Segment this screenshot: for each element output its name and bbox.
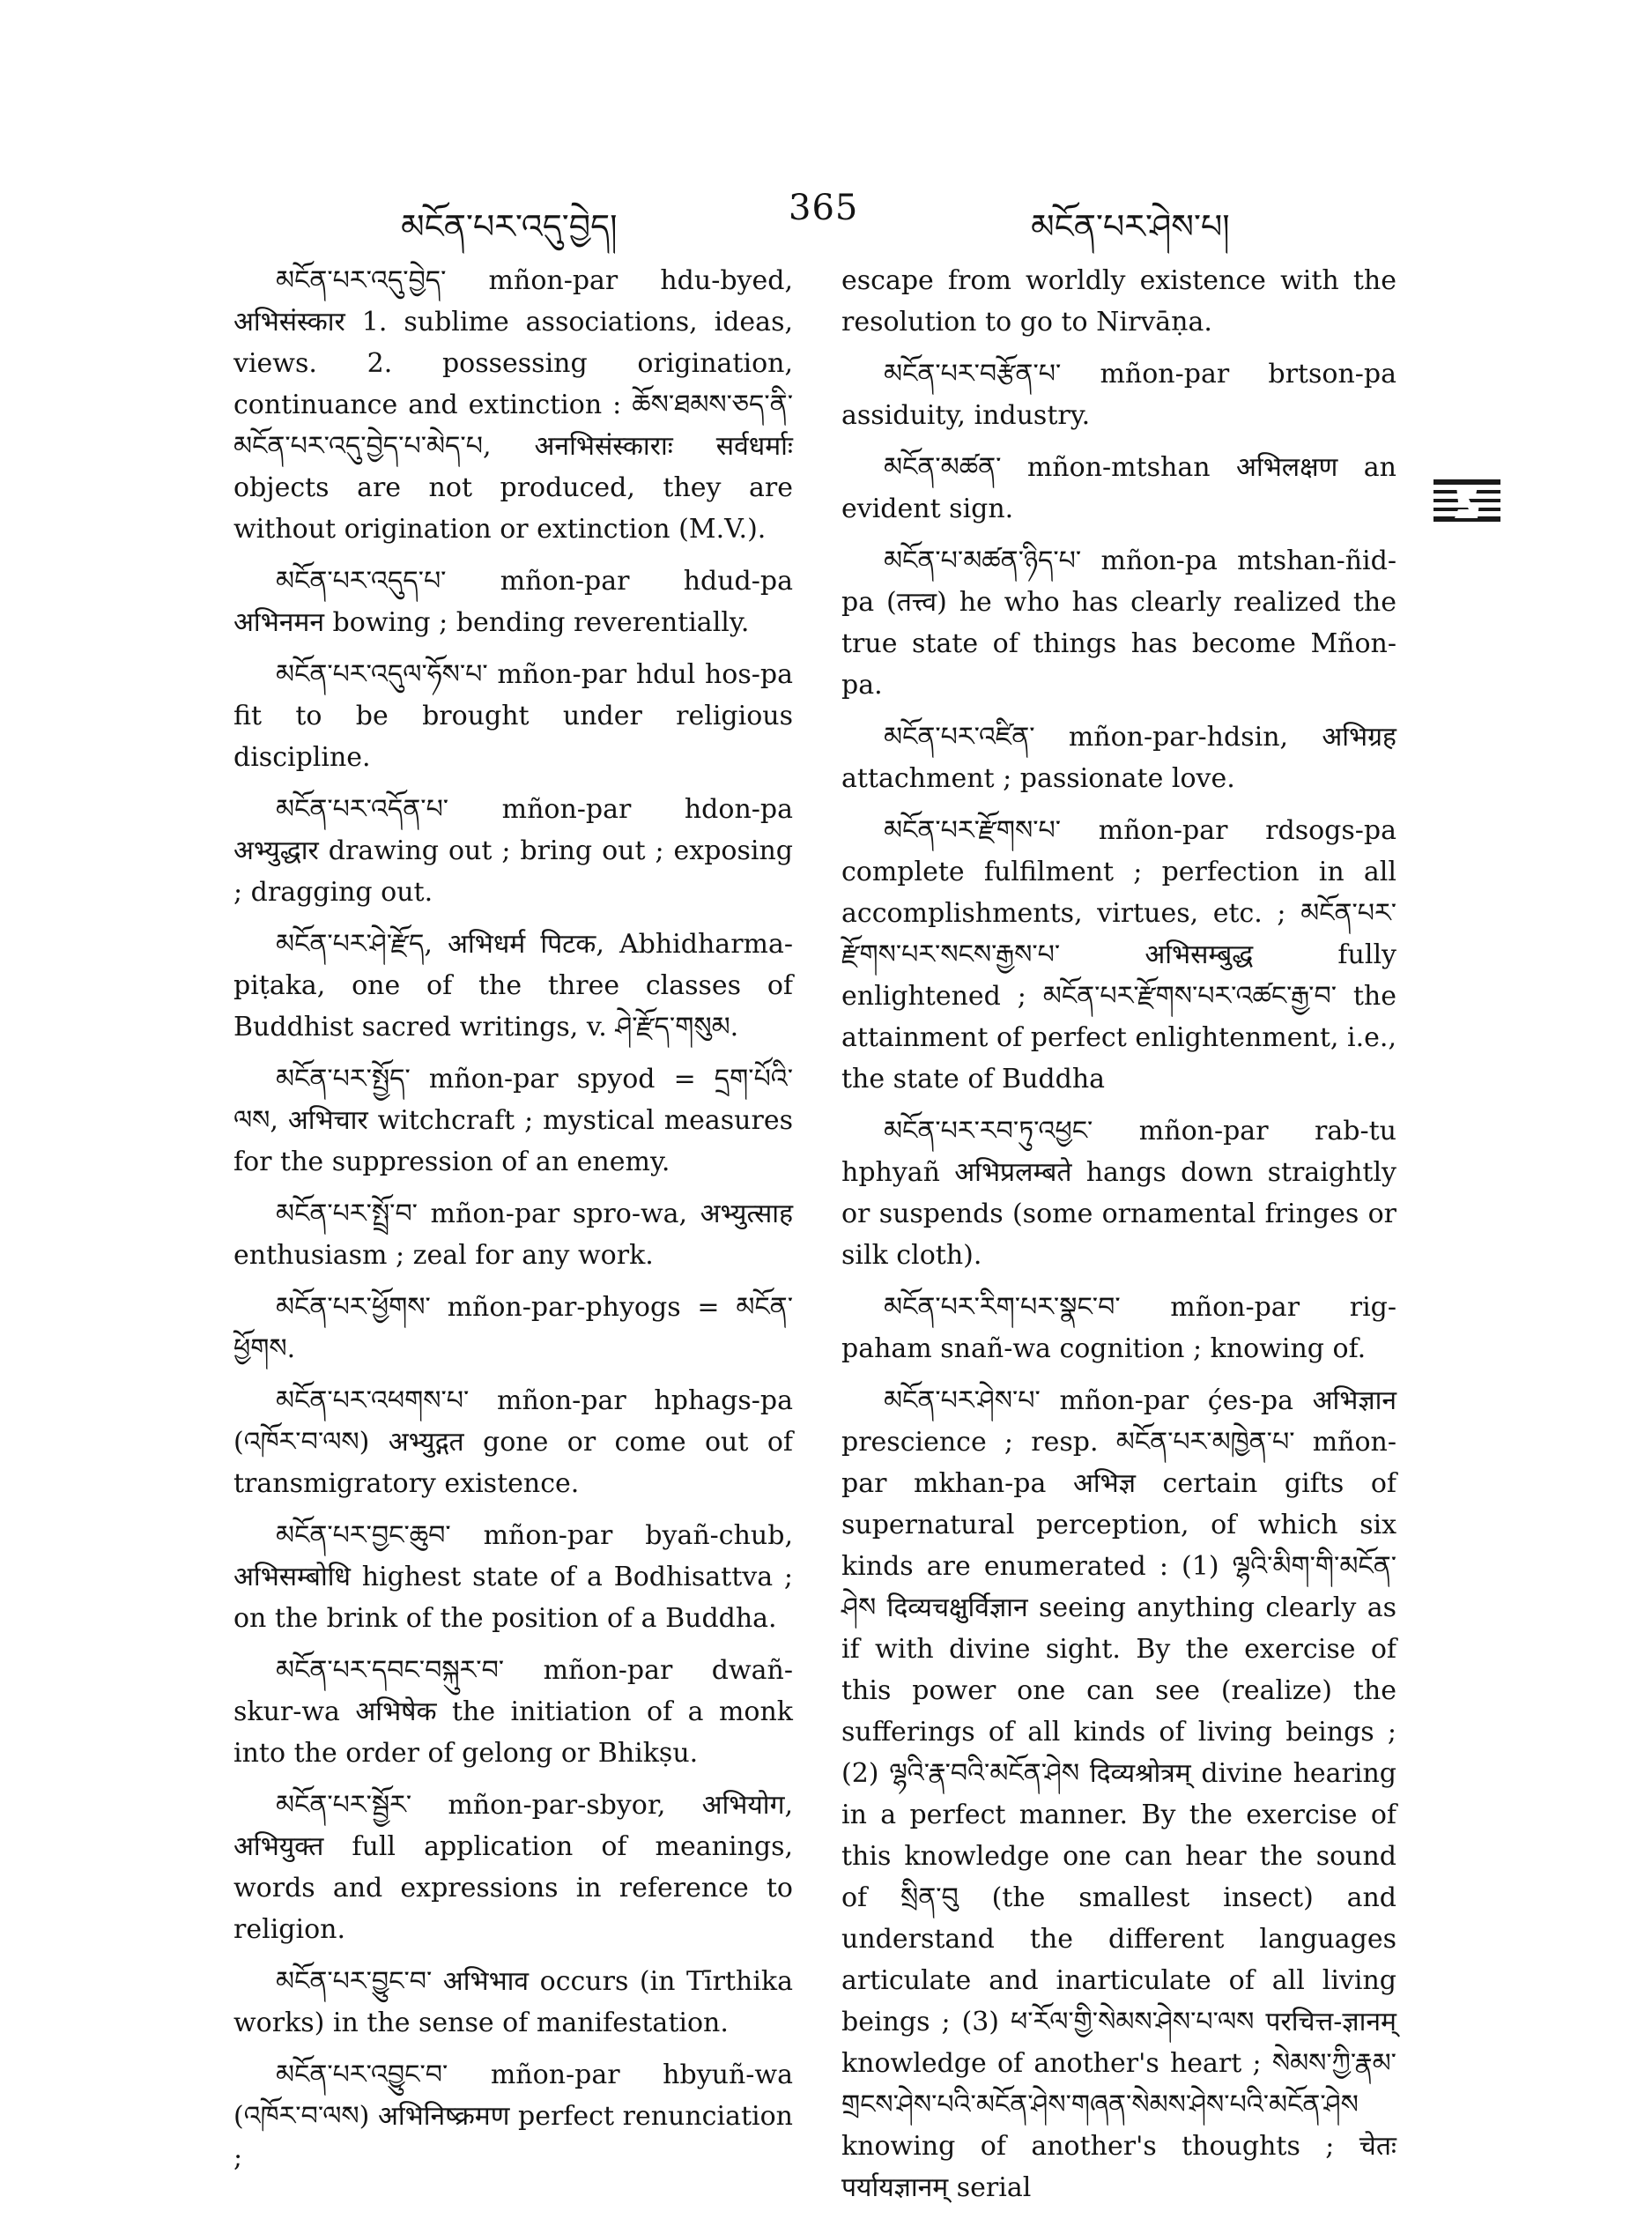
entry-mnon-par-phyogs: མངོན་པར་ཕྱོགས་ mñon-par-phyogs = མངོན་ཕྱོགས. xyxy=(233,1292,793,1364)
entry-mnon-par-hbyun-wa: མངོན་པར་འབྱུང་བ་ mñon-par hbyuñ-wa (འཁོར་བ་ལས) अभिनिष्क्रमण perfect renunciation ; xyxy=(233,2059,793,2173)
entry-mnon-par-dwan-skur-wa: མངོན་པར་དབང་བསྐུར་བ་ mñon-par dwañ-skur-wa अभिषेक the initiation of a monk into the order of gelong or Bhikṣu. xyxy=(233,1655,793,1769)
entry-mnon-par-hdsin: མངོན་པར་འཛིན་ mñon-par-hdsin, अभिग्रह attachment ; passionate love. xyxy=(841,722,1396,794)
entry-mnon-par-sbyor: མངོན་པར་སྦྱོར་ mñon-par-sbyor, अभियोग, अभियुक्त full application of meanings, words and expressions in reference to religion. xyxy=(233,1790,793,1945)
entry-mnon-par-hphags-pa: མངོན་པར་འཕགས་པ་ mñon-par hphags-pa (འཁོར་བ་ལས) अभ्युद्गत gone or come out of transmigratory existence. xyxy=(233,1385,793,1499)
right-column xyxy=(841,260,1396,2219)
entry-mnon-par-hdon-pa: མངོན་པར་འདོན་པ་ mñon-par hdon-pa अभ्युद्धार drawing out ; bring out ; exposing ; dragging out. xyxy=(233,794,793,908)
entry-mnon-pa-mtshan-nid-pa: མངོན་པ་མཚན་ཉིད་པ་ mñon-pa mtshan-ñid-pa (तत्त्व) he who has clearly realized the true state of things has become Mñon-pa. xyxy=(841,545,1396,701)
entry-mnon-par-spyod: མངོན་པར་སྤྱོད་ mñon-par spyod = དྲག་པོའི་ལས, अभिचार witchcraft ; mystical measures for the suppression of an enemy. xyxy=(233,1064,793,1177)
entry-mnon-par-rig-paham: མངོན་པར་རིག་པར་སྣང་བ་ mñon-par rig-paham snañ-wa cognition ; knowing of. xyxy=(841,1292,1396,1364)
entry-mnon-par-byun-ba: མངོན་པར་བྱུང་བ་ अभिभाव occurs (in Tīrthika works) in the sense of manifestation. xyxy=(233,1966,793,2038)
page-number: 365 xyxy=(789,188,859,228)
entry-abhidharma-pitaka: མངོན་པར་ཤེ་རྫོད, अभिधर्म पिटक, Abhidharma-piṭaka, one of the three classes of Buddhist sacred writings, v. ཤེ་རྫོད་གསུམ. xyxy=(233,929,793,1043)
page-header xyxy=(0,181,1652,246)
entry-mnon-par-rab-tu-hphyan: མངོན་པར་རབ་ཏུ་འཕྱང་ mñon-par rab-tu hphyañ अभिप्रलम्बते hangs down straightly or suspends (some ornamental fringes or silk cloth). xyxy=(841,1116,1396,1271)
entry-mnon-par-ces-pa: མངོན་པར་ཤེས་པ་ mñon-par ḉes-pa अभिज्ञान prescience ; resp. མངོན་པར་མཁྱེན་པ་ mñon-par mkhan-pa अभिज्ञ certain gifts of supernatural perception, of which six kinds are enumerated : (1) ལྷའི་མིག་གི་མངོན་ཤེས दिव्यचक्षुर्विज्ञान seeing anything clearly as if with divine sight. By the exercise of this power one can see (realize) the sufferings of all kinds of living beings ; (2) ལྷའི་རྣ་བའི་མངོན་ཤེས दिव्यश्रोत्रम् divine hearing in a perfect manner. By the exercise of this knowledge one can hear the sound of སྲིན་བུ (the smallest insect) and understand the different languages articulate and inarticulate of all living beings ; (3) ཕ་རོལ་གྱི་སེམས་ཤེས་པ་ལས परचित्त-ज्ञानम् knowledge of another's heart ; སེམས་ཀྱི་རྣམ་གྲངས་ཤེས་པའི་མངོན་ཤེས་གཞན་སེམས་ཤེས་པའི་མངོན་ཤེས knowing of another's thoughts ; चेतः पर्यायज्ञानम् serial xyxy=(841,1385,1396,2203)
thumb-index-mark-icon xyxy=(1432,476,1502,529)
entry-mnon-par-hdud-pa: མངོན་པར་འདུད་པ་ mñon-par hdud-pa अभिनमन bowing ; bending reverentially. xyxy=(233,566,793,638)
right-running-head: མངོན་པར་ཤེས་པ། xyxy=(1031,207,1230,246)
entry-mnon-par-hdu-byed: མངོན་པར་འདུ་བྱེད་ mñon-par hdu-byed, अभिसंस्कार 1. sublime associations, ideas, views. 2. possessing origination, continuance and extinction : ཆོས་ཐམས་ཅད་ནི་མངོན་པར་འདུ་བྱེད་པ་མེད་པ, अनभिसंस्काराः सर्वधर्माः objects are not produced, they are without origination or extinction (M.V.). xyxy=(233,265,793,545)
entry-mnon-par-hdul-hos-pa: མངོན་པར་འདུལ་ཧོས་པ་ mñon-par hdul hos-pa fit to be brought under religious discipline. xyxy=(233,659,793,773)
entry-mnon-par-byan-chub: མངོན་པར་བྱང་ཆུབ་ mñon-par byañ-chub, अभिसम्बोधि highest state of a Bodhisattva ; on the brink of the position of a Buddha. xyxy=(233,1520,793,1634)
left-running-head: མངོན་པར་འདུ་བྱེད། xyxy=(401,207,618,246)
entry-mnon-mtshan: མངོན་མཚན་ mñon-mtshan अभिलक्षण an evident sign. xyxy=(841,452,1396,524)
entry-mnon-par-rdsogs-pa: མངོན་པར་རྫོགས་པ་ mñon-par rdsogs-pa complete fulfilment ; perfection in all accomplishments, virtues, etc. ; མངོན་པར་རྫོགས་པར་སངས་རྒྱས་པ་ अभिसम्बुद्ध fully enlightened ; མངོན་པར་རྫོགས་པར་འཚང་རྒྱ་བ་ the attainment of perfect enlightenment, i.e., the state of Buddha xyxy=(841,815,1396,1095)
left-column xyxy=(233,260,793,2189)
entry-mnon-par-spro-wa: མངོན་པར་སྤྲོ་བ་ mñon-par spro-wa, अभ्युत्साह enthusiasm ; zeal for any work. xyxy=(233,1199,793,1271)
entry-continuation: escape from worldly existence with the resolution to go to Nirvāṇa. xyxy=(841,265,1396,338)
entry-mnon-par-brtson-pa: མངོན་པར་བརྩོན་པ་ mñon-par brtson-pa assiduity, industry. xyxy=(841,359,1396,431)
